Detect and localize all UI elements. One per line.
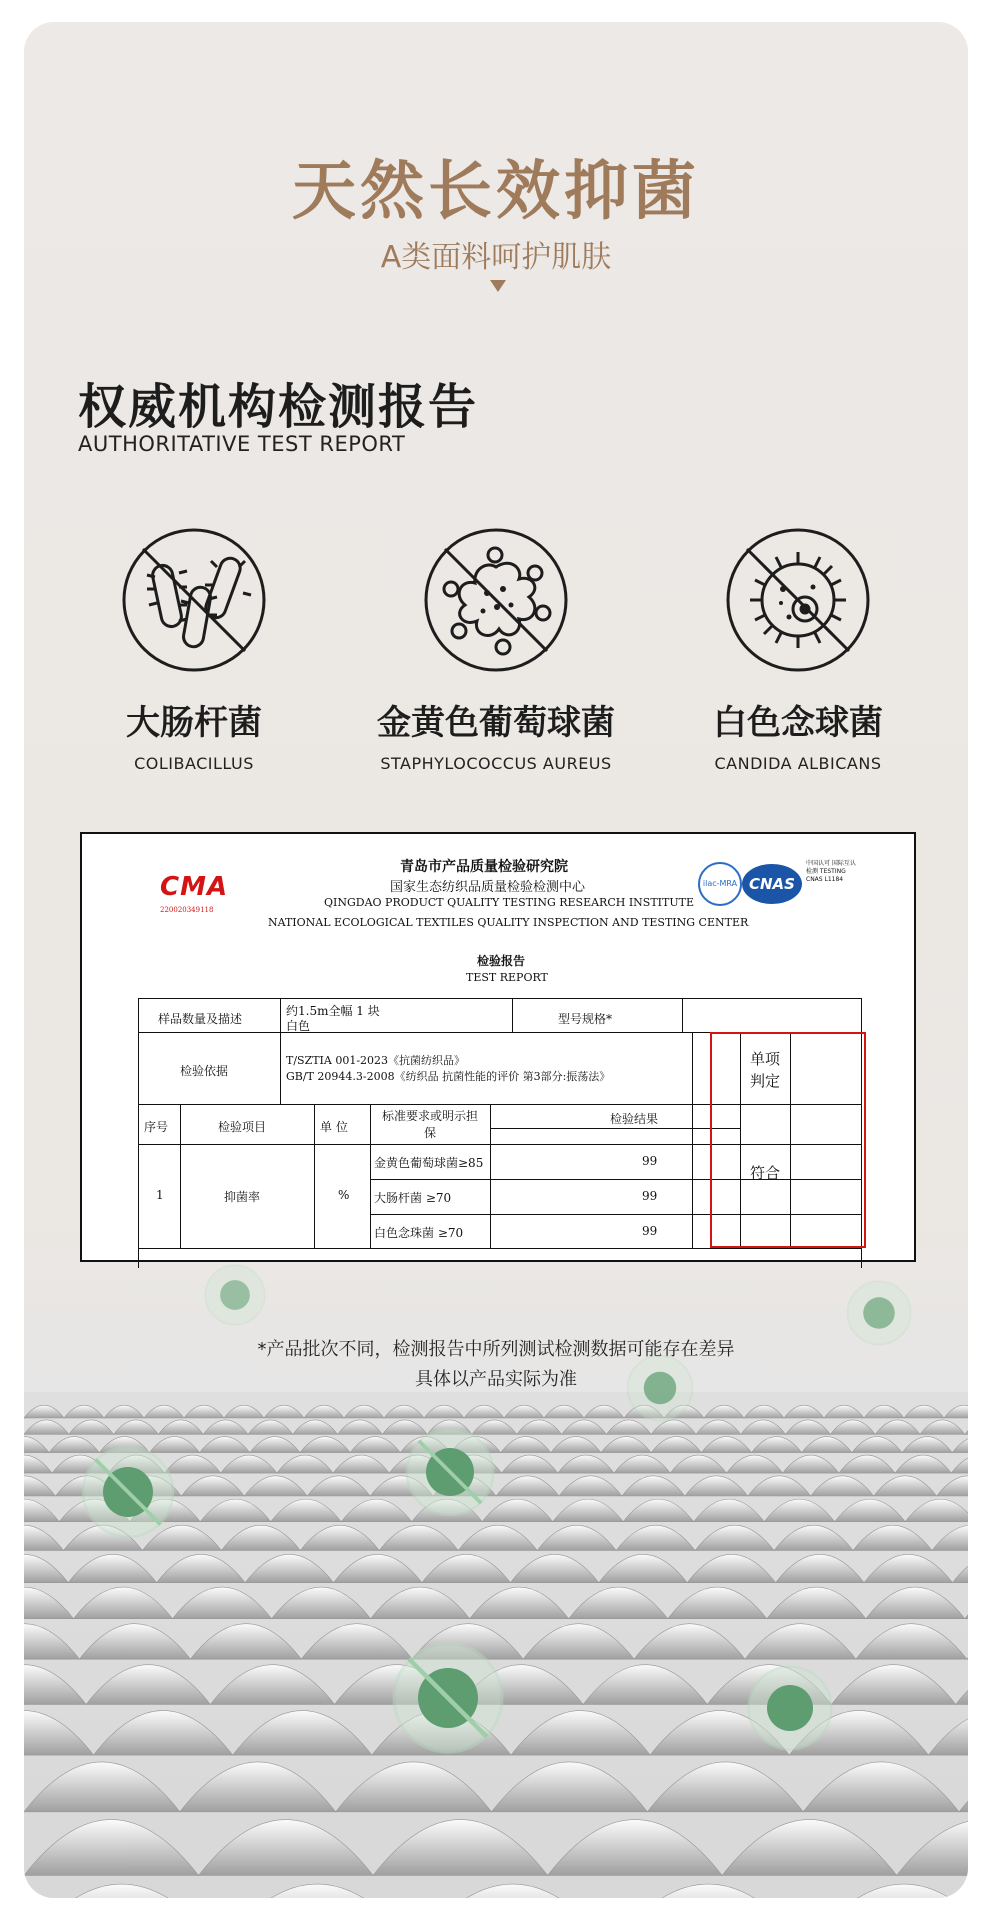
ilac-mra-logo: ilac-MRA: [698, 862, 742, 906]
hero-subtitle: A类面料呵护肌肤: [380, 240, 612, 275]
col-line: [490, 1104, 491, 1248]
disclaimer-line-1: *产品批次不同，检测报告中所列测试检测数据可能存在差异: [257, 1339, 735, 1360]
down-arrow-icon: [490, 280, 506, 292]
virus-decoration-icon: [744, 1662, 836, 1754]
sample-color: 白色: [286, 1019, 311, 1033]
bacteria-name: 白色念球菌: [713, 703, 883, 743]
rod-bacteria-icon: [121, 527, 267, 673]
bacteria-name-en: CANDIDA ALBICANS: [714, 754, 882, 773]
sample-value: 约1.5m全幅 1 块: [286, 1004, 380, 1018]
report-title-cn: 检验报告: [477, 954, 526, 968]
center-name-en: NATIONAL ECOLOGICAL TEXTILES QUALITY INSPECTION AND TESTING CENTER: [268, 916, 749, 929]
col-line: [682, 998, 683, 1032]
std-candida: 白色念珠菌 ≥70: [374, 1226, 464, 1240]
judge-label: 单项判定: [750, 1050, 781, 1090]
row-line: [490, 1128, 740, 1129]
col-line: [314, 1104, 315, 1248]
institute-name-en: QINGDAO PRODUCT QUALITY TESTING RESEARCH INSTITUTE: [324, 896, 694, 909]
col-unit: 单 位: [320, 1120, 348, 1134]
section-title: 权威机构检测报告: [78, 379, 479, 435]
hero-title: 天然长效抑菌: [292, 155, 700, 229]
col-line: [692, 1032, 693, 1248]
col-result: 检验结果: [610, 1112, 659, 1126]
row-unit: %: [338, 1188, 350, 1202]
section-title-en: AUTHORITATIVE TEST REPORT: [78, 432, 406, 456]
col-standard: 标准要求或明示担保: [382, 1109, 479, 1140]
basis-standard-1: T/SZTIA 001-2023《抗菌纺织品》: [286, 1054, 466, 1067]
cma-logo: CMA: [160, 872, 229, 902]
col-no: 序号: [144, 1120, 169, 1134]
disclaimer-line-2: 具体以产品实际为准: [415, 1369, 577, 1390]
institute-name-cn: 青岛市产品质量检验研究院: [400, 859, 568, 875]
staph-cluster-icon: [423, 527, 569, 673]
col-line: [180, 1104, 181, 1248]
virus-decoration-icon: [624, 1352, 696, 1424]
highlight-box: [710, 1032, 866, 1248]
candida-cell-icon: [725, 527, 871, 673]
col-item: 检验项目: [218, 1120, 267, 1134]
bacteria-name-en: STAPHYLOCOCCUS AUREUS: [380, 754, 612, 773]
result-ecoli: 99: [642, 1189, 658, 1203]
virus-decoration-icon: [844, 1278, 914, 1348]
report-title-en: TEST REPORT: [466, 971, 548, 984]
result-candida: 99: [642, 1224, 658, 1238]
model-label: 型号规格*: [558, 1012, 613, 1026]
row-item: 抑菌率: [224, 1190, 261, 1204]
center-name-cn: 国家生态纺织品质量检验检测中心: [390, 880, 586, 895]
cnas-subtext: 中国认可 国际互认 检测 TESTING CNAS L1184: [806, 860, 856, 883]
product-detail-card: [24, 22, 968, 1898]
test-report-document: [80, 832, 916, 1262]
result-staph: 99: [642, 1154, 658, 1168]
bacteria-name: 金黄色葡萄球菌: [377, 703, 615, 743]
cma-number: 220020349118: [160, 906, 214, 914]
basis-standard-2: GB/T 20944.3-2008《纺织品 抗菌性能的评价 第3部分:振荡法》: [286, 1070, 611, 1083]
row-number: 1: [156, 1188, 164, 1202]
bacteria-item-colibacillus: [44, 527, 344, 773]
col-line: [370, 1104, 371, 1248]
std-staph: 金黄色葡萄球菌≥85: [374, 1156, 484, 1170]
cnas-logo: CNAS: [742, 864, 802, 904]
disclaimer: [24, 1335, 968, 1395]
bacteria-item-candida: [648, 527, 948, 773]
row-line: [138, 1248, 862, 1249]
virus-decoration-icon: [388, 1638, 508, 1758]
col-line: [280, 998, 281, 1104]
basis-label: 检验依据: [180, 1064, 229, 1078]
bacteria-item-staphylococcus: [346, 527, 646, 773]
virus-decoration-icon: [202, 1262, 268, 1328]
bacteria-name: 大肠杆菌: [126, 703, 262, 743]
std-ecoli: 大肠杆菌 ≥70: [374, 1191, 452, 1205]
virus-decoration-icon: [78, 1442, 178, 1542]
col-line: [512, 998, 513, 1032]
bacteria-name-en: COLIBACILLUS: [134, 754, 254, 773]
virus-decoration-icon: [402, 1424, 498, 1520]
sample-label: 样品数量及描述: [158, 1012, 243, 1026]
verdict: 符合: [750, 1164, 781, 1182]
